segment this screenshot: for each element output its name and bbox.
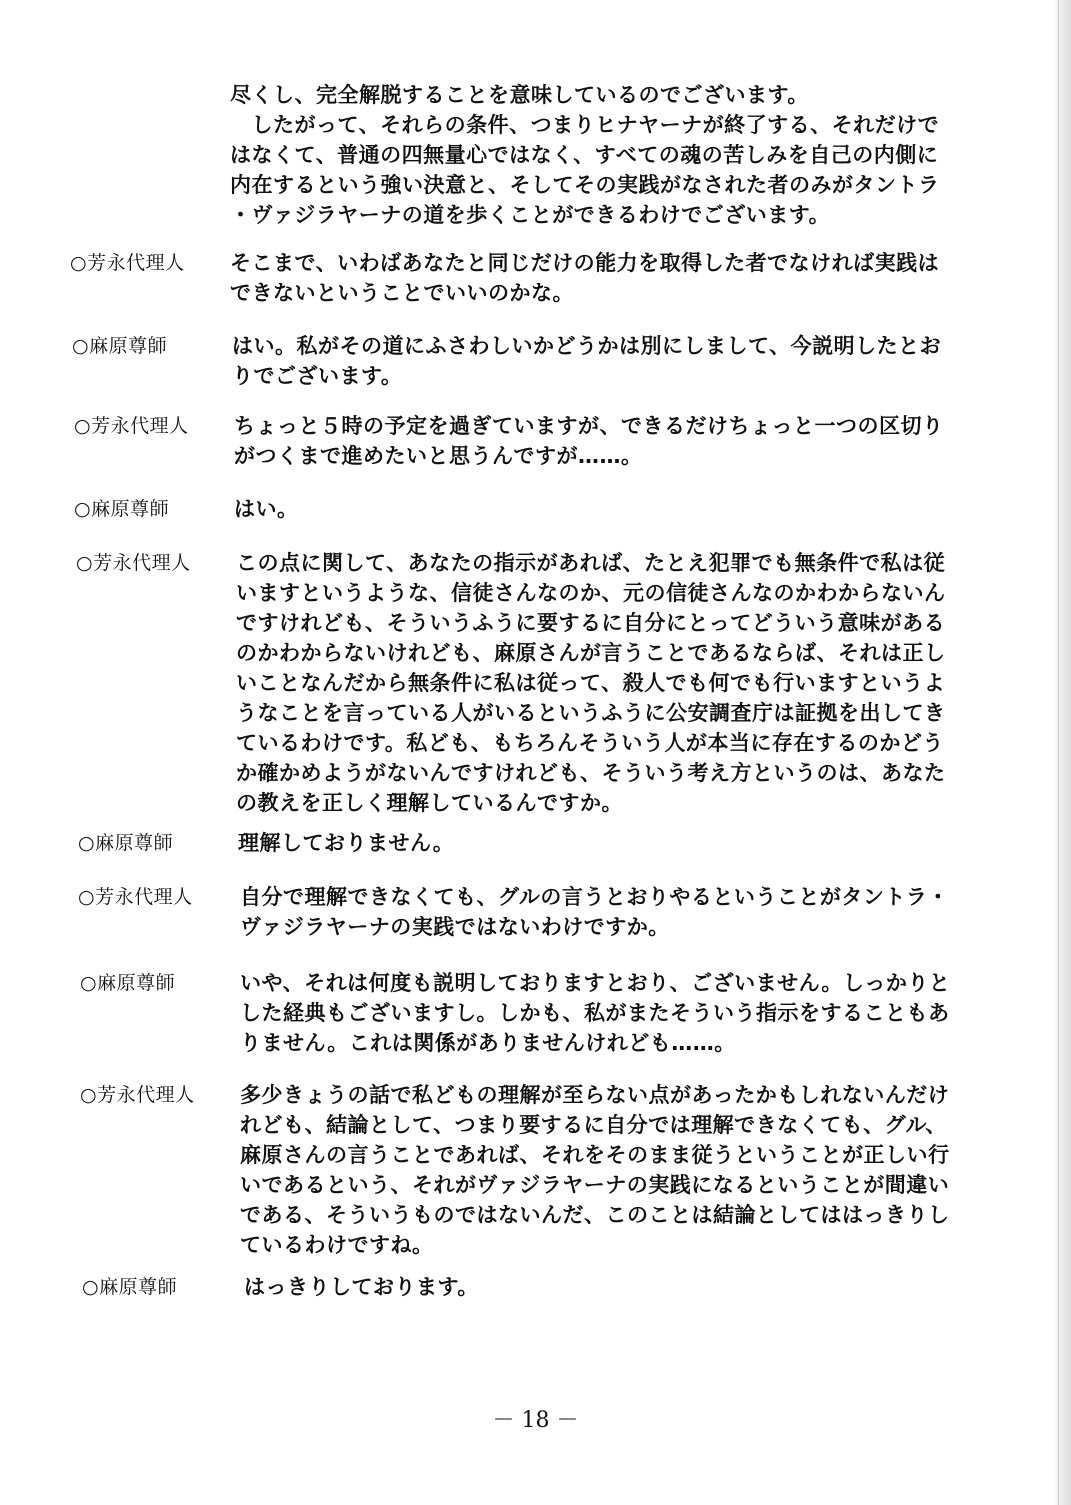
text-line: 理解しておりません。 — [238, 831, 455, 855]
page-number: － 18 － — [492, 1408, 579, 1433]
text-line: できないということでいいのかな。 — [230, 281, 574, 305]
text-line: のかわからないけれども、麻原さんが言うことであるならば、それは正し — [236, 641, 946, 665]
text-line: したがって、それらの条件、つまりヒナヤーナが終了する、それだけで — [230, 113, 940, 137]
text-line: がつくまで進めたいと思うんですが……。 — [234, 444, 643, 468]
text-line: 多少きょうの話で私どもの理解が至らない点があったかもしれないんだけ — [240, 1083, 950, 1107]
text-line: 自分で理解できなくても、グルの言うとおりやるということがタントラ・ — [240, 885, 949, 909]
text-line: した経典もございますし。しかも、私がまたそういう指示をすることもあ — [240, 1001, 950, 1025]
text-line: である、そういうものではないんだ、このことは結論としてははっきりし — [240, 1203, 950, 1227]
text-line: この点に関して、あなたの指示があれば、たとえ犯罪でも無条件で私は従 — [236, 551, 946, 575]
text-line: はい。私がその道にふさわしいかどうかは別にしまして、今説明したとお — [232, 334, 942, 358]
speaker-label: ○芳永代理人 — [80, 1084, 195, 1106]
text-line: いや、それは何度も説明しておりますとおり、ございません。しっかりと — [240, 971, 951, 995]
speaker-label: ○芳永代理人 — [76, 552, 191, 574]
speaker-label: ○芳永代理人 — [78, 886, 193, 908]
text-line: そこまで、いわばあなたと同じだけの能力を取得した者でなければ実践は — [230, 251, 940, 275]
text-line: はっきりしております。 — [244, 1275, 479, 1299]
text-line: ヴァジラヤーナの実践ではないわけですか。 — [240, 915, 670, 939]
text-line: 尽くし、完全解脱することを意味しているのでございます。 — [230, 83, 809, 107]
speaker-label: ○麻原尊師 — [74, 498, 170, 520]
speaker-label: ○芳永代理人 — [70, 252, 185, 274]
text-line: うなことを言っている人がいるというふうに公安調査庁は証拠を出してき — [236, 701, 946, 725]
text-line: ・ヴァジラヤーナの道を歩くことができるわけでございます。 — [230, 203, 831, 227]
text-line: ているわけです。私ども、もちろんそういう人が本当に存在するのかどう — [236, 731, 944, 755]
page-edge-line — [1058, 0, 1059, 1505]
text-line: か確かめようがないんですけれども、そういう考え方というのは、あなた — [236, 761, 946, 785]
speaker-label: ○麻原尊師 — [80, 972, 176, 994]
speaker-label: ○芳永代理人 — [74, 415, 189, 437]
text-line: れども、結論として、つまり要するに自分では理解できなくても、グル、 — [240, 1113, 947, 1137]
speaker-label: ○麻原尊師 — [78, 832, 174, 854]
text-line: りでございます。 — [232, 364, 403, 388]
text-line: ちょっと５時の予定を過ぎていますが、できるだけちょっと一つの区切り — [234, 414, 944, 438]
text-line: はなくて、普通の四無量心ではなく、すべての魂の苦しみを自己の内側に — [230, 143, 939, 167]
text-line: りません。これは関係がありませんけれども……。 — [240, 1031, 736, 1055]
speaker-label: ○麻原尊師 — [72, 335, 168, 357]
text-line: 麻原さんの言うことであれば、それをそのまま従うということが正しい行 — [240, 1143, 950, 1167]
text-line: ですけれども、そういうふうに要するに自分にとってどういう意味がある — [236, 611, 946, 635]
text-line: いであるという、それがヴァジラヤーナの実践になるということが間違い — [240, 1173, 950, 1197]
speaker-label: ○麻原尊師 — [82, 1276, 178, 1298]
text-line: 内在するという強い決意と、そしてその実践がなされた者のみがタントラ — [230, 173, 940, 197]
page-edge-shadow — [1053, 0, 1071, 1505]
text-line: ているわけですね。 — [240, 1233, 434, 1257]
text-line: はい。 — [234, 497, 299, 521]
text-line: の教えを正しく理解しているんですか。 — [236, 791, 623, 815]
text-line: いことなんだから無条件に私は従って、殺人でも何でも行いますというよ — [236, 671, 946, 695]
text-line: いますというような、信徒さんなのか、元の信徒さんなのかわからないん — [236, 581, 946, 605]
